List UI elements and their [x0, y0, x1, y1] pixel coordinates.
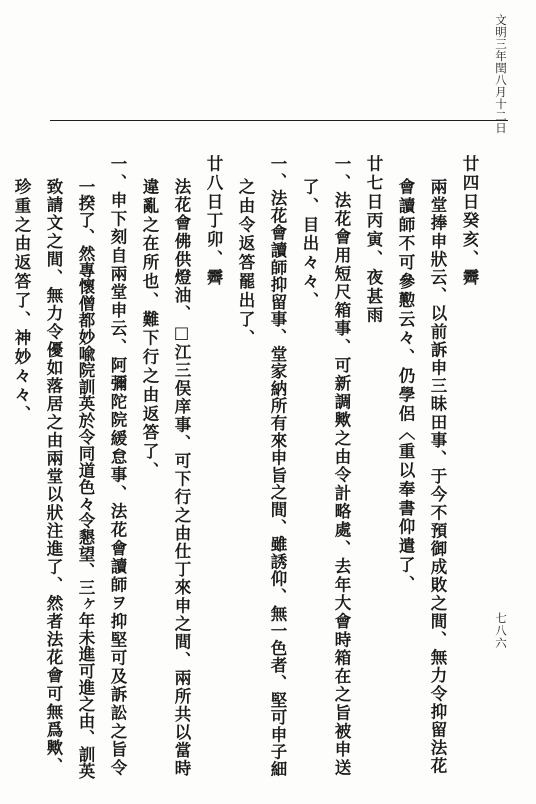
running-header: 文明三年閏八月十二日 [494, 14, 508, 134]
text-column: 兩堂捧申狀云、以前訴申三昧田事、于今不預御成敗之間、無力令抑留法花 [428, 178, 447, 776]
text-column: 一、法花會讀師抑留事、堂家納所有來申旨之間、雖誘仰、無一色者、堅可申子細 [268, 155, 287, 778]
text-column: 之由令返答罷出了、 [236, 178, 255, 349]
text-column: 一揆了、然專懷僧都妙喩院訓英於令同道色々令懇望、三ヶ年未進可進之由、訓英 [76, 178, 95, 780]
entry-heading-27th: 廿七日丙寅、夜甚雨 [364, 155, 383, 326]
text-column: 一、申下刻自兩堂申云、阿彌陀院緩怠事、法花會讀師ヲ抑堅可及訴訟之旨令 [108, 155, 127, 778]
page-number: 七八六 [494, 612, 508, 650]
text-column: 了、目出々々、 [300, 178, 319, 311]
text-column: 一、法花會用短尺箱事、可新調歟之由令計略處、去年大會時箱在之旨被申送 [332, 155, 351, 778]
header-rule [50, 120, 508, 121]
text-column: 致請文之間、無力令優如落居之由兩堂以狀注進了、然者法花會可無爲歟、 [44, 178, 63, 776]
entry-heading-24th: 廿四日癸亥、霽 [460, 155, 479, 288]
text-column: 珍重之由返答了、神妙々々、 [12, 178, 31, 424]
text-column: 會讀師不可參懃云々、仍學侶〈重以奉書仰遣了、 [396, 178, 415, 594]
text-column: 違亂之在所也、難下行之由返答了、 [140, 178, 159, 481]
text-column: 法花會佛供燈油、□江三俣庠事、可下行之由仕丁來申之間、兩所共以當時 [172, 178, 191, 778]
entry-heading-28th: 廿八日丁卯、霽 [204, 155, 223, 288]
